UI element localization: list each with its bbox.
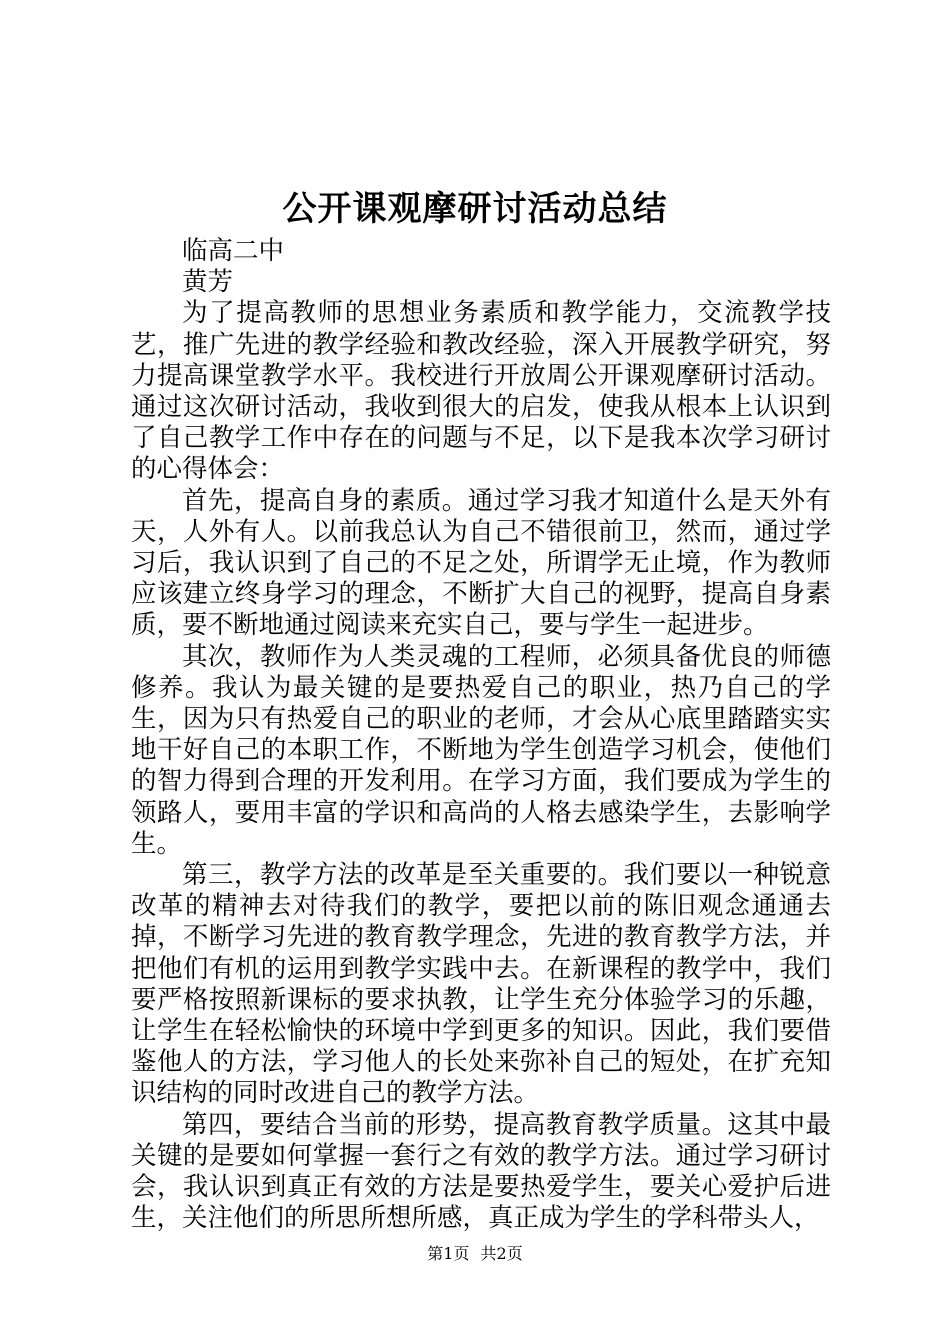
paragraph-second: 其次，教师作为人类灵魂的工程师，必须具备优良的师德修养。我认为最关键的是要热爱自己的职业，热乃自己的学生，因为只有热爱自己的职业的老师，才会从心底里踏踏实实地干好自己的本职工作，不断地为学生创造学习机会，使他们的智力得到合理的开发利用。在学习方面，我们要成为学生的领路人，要用丰富的学识和高尚的人格去感染学生，去影响学生。 (131, 641, 831, 859)
page-footer (0, 1244, 950, 1264)
page-number: 第1页 (427, 1244, 470, 1263)
paragraph-third: 第三，教学方法的改革是至关重要的。我们要以一种锐意改革的精神去对待我们的教学，要把以前的陈旧观念通通去掉，不断学习先进的教育教学理念，先进的教育教学方法，并把他们有机的运用到教学实践中去。在新课程的教学中，我们要严格按照新课标的要求执教，让学生充分体验学习的乐趣，让学生在轻松愉快的环境中学到更多的知识。因此，我们要借鉴他人的方法，学习他人的长处来弥补自己的短处，在扩充知识结构的同时改进自己的教学方法。 (131, 860, 831, 1109)
paragraph-fourth: 第四，要结合当前的形势，提高教育教学质量。这其中最关键的是要如何掌握一套行之有效的教学方法。通过学习研讨会，我认识到真正有效的方法是要热爱学生，要关心爱护后进生，关注他们的所思所想所感，真正成为学生的学科带头人， (131, 1109, 831, 1234)
school-name: 临高二中 (182, 236, 285, 266)
paragraph-first: 首先，提高自身的素质。通过学习我才知道什么是天外有天，人外有人。以前我总认为自己不错很前卫，然而，通过学习后，我认识到了自己的不足之处，所谓学无止境，作为教师应该建立终身学习的理念，不断扩大自己的视野，提高自身素质，要不断地通过阅读来充实自己，要与学生一起进步。 (131, 485, 831, 641)
document-body (131, 236, 831, 1235)
paragraph-intro: 为了提高教师的思想业务素质和教学能力，交流教学技艺，推广先进的教学经验和教改经验，深入开展教学研究，努力提高课堂教学水平。我校进行开放周公开课观摩研讨活动。通过这次研讨活动，我收到很大的启发，使我从根本上认识到了自己教学工作中存在的问题与不足，以下是我本次学习研讨的心得体会： (131, 298, 831, 485)
document-title: 公开课观摩研讨活动总结 (282, 189, 668, 229)
author-name: 黄芳 (182, 267, 234, 298)
page-total: 共2页 (480, 1244, 523, 1263)
